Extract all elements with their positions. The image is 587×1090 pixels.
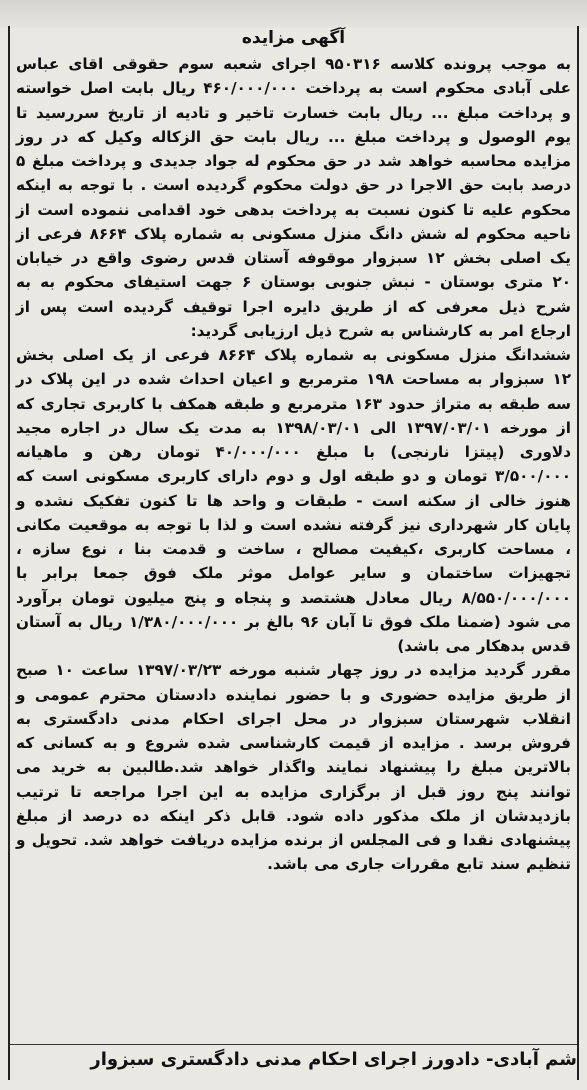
paragraph-property-description: ششدانگ منزل مسکونی به شماره پلاک ۸۶۶۴ فرعی از یک اصلی بخش ۱۲ سبزوار به مساحت ۱۹۸ مترمربع و اعیان احداث شده در این پلاک در سه طبقه به متراژ حدود ۱۶۳ مترمربع و طبقه همکف با کاربری تجاری که از مورخه ۱۳۹۷/۰۳/۰۱ الی ۱۳۹۸/۰۳/۰۱ به مدت یک سال در اجاره مجید دلاوری (پیتزا نارنجی) با مبلغ ۴۰/۰۰۰/۰۰۰ تومان رهن و ماهیانه ۳/۵۰۰/۰۰۰ تومان و دو طبقه اول و دوم دارای کاربری مسکونی است که هنوز خالی از سکنه است - طبقات و واحد ها تا کنون تفکیک نشده و پایان کار شهرداری نیز گرفته نشده است و لذا با توجه به موقعیت مکانی ، مساحت کاربری ،کیفیت مصالح ، ساخت و قدمت بنا ، نوع سازه ، تجهیزات ساختمان و سایر عوامل موثر ملک فوق جمعا برابر با ۸/۵۵۰/۰۰۰/۰۰۰ ریال معادل هشتصد و پنجاه و پنج میلیون تومان برآورد می شود (ضمنا ملک فوق تا آبان ۹۶ بالغ بر ۱/۳۸۰/۰۰۰/۰۰۰ ریال به آستان قدس بدهکار می باشد)	[16, 346, 572, 655]
notice-title: آگهی مزایده	[241, 28, 346, 48]
notice-body	[16, 52, 571, 877]
adjacent-ad-strip	[0, 0, 587, 28]
paragraph-auction-terms: مقرر گردید مزایده در روز چهار شنبه مورخه ۱۳۹۷/۰۳/۲۳ ساعت ۱۰ صبح از طریق مزایده حضوری و با حضور نماینده دادستان محترم عمومی و انقلاب شهرستان سبزوار در محل اجرای احکام مدنی دادگستری به فروش برسد . مزایده از قیمت کارشناسی شده شروع و به کسانی که بالاترین مبلغ را پیشنهاد نمایند واگذار خواهد شد.طالبین به خرید می توانند پنج روز قبل از برگزاری مزایده به این اجرا مراجعه تا ترتیب بازدیدشان از ملک مذکور داده شود. قابل ذکر اینکه ده درصد از مبلغ پیشنهادی نقدا و فی المجلس از برنده مزایده دریافت خواهد شد. تحویل و تنظیم سند تابع مقررات جاری می باشد.	[16, 661, 572, 874]
paragraph-judgment: به موجب پرونده کلاسه ۹۵۰۳۱۶ اجرای شعبه سوم حقوقی اقای عباس علی آبادی محکوم است به پرداخت ۴۶۰/۰۰۰/۰۰۰ ریال بابت اصل خواسته و پرداخت مبلغ ... ریال بابت خسارت تاخیر و تادیه از تاریخ سررسید تا یوم الوصول و پرداخت مبلغ ... ریال بابت حق الزکاله وکیل که در روز مزایده محاسبه خواهد شد در حق محکوم له جواد جدیدی و پرداخت مبلغ ۵ درصد بابت حق الاجرا در حق دولت محکوم گردیده است . با توجه به اینکه محکوم علیه تا کنون نسبت به پرداخت بدهی خود اقدامی ننموده است از ناحیه محکوم له شش دانگ منزل مسکونی به شماره پلاک ۸۶۶۴ فرعی از یک اصلی بخش ۱۲ سبزوار موقوفه آستان قدس رضوی واقع در خیابان ۲۰ متری بوستان - نبش جنوبی بوستان ۶ جهت استیفای محکوم به به شرح ذیل معرفی که از طریق دایره اجرا توقیف گردیده است پس از ارجاع امر به کارشناس به شرح ذیل ارزیابی گردید:	[16, 55, 572, 340]
notice-signature: شم آبادی- دادورز اجرای احکام مدنی دادگستری سبزوار	[10, 1044, 577, 1070]
